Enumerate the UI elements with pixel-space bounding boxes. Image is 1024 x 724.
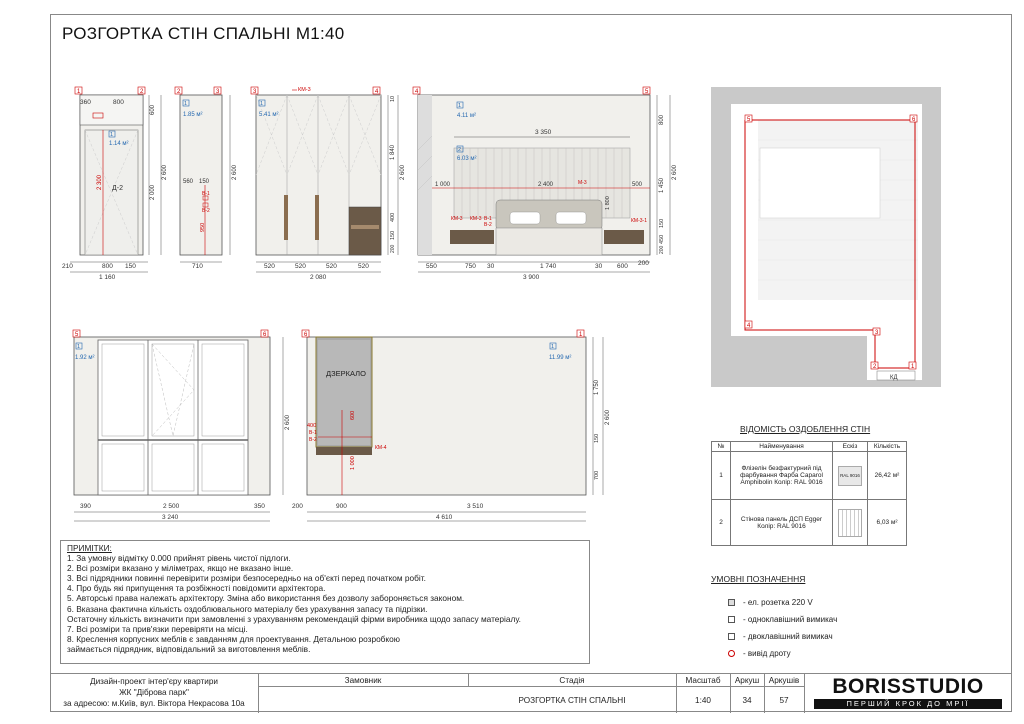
project-address: за адресою: м.Київ, вул. Віктора Некрасова 10а [63, 699, 245, 708]
legend-item [728, 632, 833, 641]
plan-door-label: КД [890, 375, 898, 381]
hr4-e6: 700 [594, 470, 600, 480]
note-line: 5. Авторські права належать архітектору. Зміна або використання без дозволу забороняється законом. [67, 593, 465, 604]
switch2-e2: В-2 [202, 208, 210, 214]
customer-label: Замовник [344, 676, 382, 685]
hr3-e6: 150 [594, 433, 600, 443]
dim-e5-b3: 350 [254, 503, 265, 510]
row-qty: 26,42 м² [868, 452, 907, 500]
scale-label: Масштаб [685, 676, 721, 685]
dim-e5-b2: 2 500 [163, 503, 180, 510]
area-e3: 5.41 м² [259, 112, 279, 118]
area1-e4: 4.11 м² [457, 113, 477, 119]
dim-e1-b3: 150 [125, 263, 136, 270]
row-qty: 6,03 м² [868, 500, 907, 546]
sheet-label: Аркуш [734, 676, 760, 685]
dim-mid-e4-2: 2 400 [538, 182, 554, 188]
legend-item [728, 649, 791, 658]
area-no-e6: 1 [551, 344, 555, 350]
b1-e4: В-1 [484, 216, 492, 222]
note-line: займається підрядник, відповідальний за виготовлення меблів. [67, 643, 311, 654]
hr3-e4: 2 600 [672, 164, 678, 180]
col-no: № [712, 442, 731, 452]
schedule-title: ВІДОМІСТЬ ОЗДОБЛЕННЯ СТІН [740, 424, 871, 434]
dim-e1-top-2: 800 [113, 99, 124, 106]
legend-label: - ел. розетка 220 V [743, 598, 813, 607]
dim-e3-b4: 520 [358, 263, 369, 270]
row-sketch [833, 500, 868, 546]
total-e1: 1 160 [99, 274, 116, 281]
area-no-e3: 1 [260, 101, 264, 107]
h4-e1: 2 300 [97, 174, 103, 190]
area-no-e2: 1 [184, 101, 188, 107]
plan-mark-1: 1 [911, 364, 915, 370]
mark-5b: 6 [263, 332, 267, 338]
note-line: 4. Про будь які припущення та розбіжності повідомити архітектора. [67, 583, 326, 594]
elevation-4 [413, 87, 678, 281]
total-e4: 3 900 [523, 274, 540, 281]
h-local-e6-2: 600 [350, 410, 356, 420]
floor-plan [711, 87, 941, 387]
dim-e4-b1: 550 [426, 263, 437, 270]
h-local-e6-3: 1 000 [350, 456, 356, 470]
km-e3: КМ-3 [298, 87, 311, 93]
socket-icon [728, 599, 735, 606]
total-e5: 3 240 [162, 514, 179, 521]
dim-e1-b1: 210 [62, 263, 73, 270]
note-line: 8. Креслення корпусних меблів є завданням для проектування. Детальною розробкою [67, 633, 400, 644]
project-complex: ЖК "Діброва парк" [119, 688, 189, 697]
mark-3b: 4 [375, 89, 379, 95]
h1-e3: 10 [390, 95, 396, 102]
row-sketch [833, 452, 868, 500]
legend-label: - вивід дроту [743, 649, 791, 658]
elevation-5 [73, 330, 291, 521]
note-line: 2. Всі розміри вказано у міліметрах, якщо не вказано інше. [67, 563, 294, 574]
area2-e4: 6.03 м² [457, 156, 477, 162]
mark-2a: 2 [177, 89, 181, 95]
single-switch-icon [728, 616, 735, 623]
wire-outlet-icon [728, 650, 735, 657]
studio-logo [806, 676, 1010, 709]
dim-e1-top-1: 360 [80, 99, 91, 106]
legend-title: УМОВНІ ПОЗНАЧЕННЯ [711, 574, 806, 584]
dim-e2-2: 150 [199, 179, 210, 185]
mark-4b: 5 [645, 89, 649, 95]
scale-value: 1:40 [695, 696, 711, 705]
panel-sketch-icon [838, 509, 862, 537]
h6-e3: 200 [390, 244, 396, 253]
notes-heading: ПРИМІТКИ: [67, 543, 112, 553]
mark-2b: 3 [216, 89, 220, 95]
plan-mark-5: 5 [747, 117, 751, 123]
note-line: 7. Всі розміри та прив'язки перевіряти на місці. [67, 623, 248, 634]
logo-name: BORISSTUDIO [832, 675, 984, 698]
dim-e2-1: 560 [183, 179, 194, 185]
sheets-total: 57 [779, 696, 789, 705]
row-no: 2 [712, 500, 731, 546]
switch-e2: В-1 [202, 191, 210, 197]
note-line: 6. Вказана фактична кількість оздоблювального матеріалу без урахування запасу та підрізки. [67, 603, 428, 614]
hr6-e4: 200 [659, 245, 665, 254]
sheet-name: РОЗГОРТКА СТІН СПАЛЬНІ [518, 696, 626, 705]
elevation-2 [175, 87, 238, 270]
dim-e4-b6: 600 [617, 263, 628, 270]
dim-e6-b3: 3 510 [467, 503, 484, 510]
door-label-e1: Д-2 [112, 185, 123, 192]
dim-e3-b1: 520 [264, 263, 275, 270]
label-e6-1: В-1 [309, 430, 317, 436]
h-e2: 950 [200, 222, 206, 232]
dim-e4-b5: 30 [595, 263, 603, 270]
logo-slogan: ПЕРШИЙ КРОК ДО МРІЇ [814, 699, 1002, 709]
area-e5: 1.92 м² [75, 355, 95, 361]
elevation-6 [292, 330, 611, 521]
km3-e4: КМ-3-1 [631, 218, 647, 224]
dim-e3-b2: 520 [295, 263, 306, 270]
mark-4a: 4 [415, 89, 419, 95]
sketch-swatch: RAL 9016 [838, 466, 862, 486]
mark-3a: 3 [253, 89, 257, 95]
h5-e3: 150 [390, 230, 396, 240]
h-local-e6-1: 400 [307, 423, 317, 429]
dim-e6-b2: 900 [336, 503, 347, 510]
hr5-e4: 450 [659, 234, 665, 244]
plan-mark-2: 2 [873, 364, 877, 370]
row-name: Стінова панель ДСП Egger Колір: RAL 9016 [731, 500, 833, 546]
elevation-3 [251, 87, 406, 281]
km1-e4: КМ-3 [451, 216, 463, 222]
area2-no-e4: 2 [458, 147, 462, 153]
mark-1a: 1 [77, 89, 81, 95]
sheet-title: РОЗГОРТКА СТІН СПАЛЬНІ М1:40 [62, 24, 345, 43]
h3-e1: 2 600 [162, 164, 168, 180]
legend-label: - двоклавішний вимикач [743, 632, 833, 641]
dim-e4-b7: 200 [638, 260, 649, 267]
area-e6: 11.99 м² [549, 355, 572, 361]
dim-e3-b3: 520 [326, 263, 337, 270]
h4-e3: 400 [390, 212, 396, 222]
stage-label: Стадія [559, 676, 585, 685]
h1-e1: 600 [150, 104, 156, 115]
legend-item [728, 615, 837, 624]
row-no: 1 [712, 452, 731, 500]
mirror-label: ДЗЕРКАЛО [326, 369, 366, 378]
sheets-label: Аркушів [768, 676, 800, 685]
area-no-e5: 1 [77, 344, 81, 350]
plan-mark-4: 4 [747, 323, 751, 329]
finish-schedule-table [711, 441, 907, 546]
hr2-e6: 2 600 [605, 409, 611, 425]
h3-e3: 2 600 [400, 164, 406, 180]
mark-6b: 1 [579, 332, 583, 338]
note-line: Остаточну кількість визначити при замовленні з урахуванням рекомендацій фірми виробника щодо запасу матеріалу. [67, 613, 521, 624]
plan-mark-6: 6 [912, 117, 916, 123]
dim-e4-b2: 750 [465, 263, 476, 270]
dim-e4-b3: 30 [487, 263, 495, 270]
row-name: Флізелін безфактурний під фарбування Фарба Caparol Amphibolin Колір: RAL 9016 [731, 452, 833, 500]
hr1-e4: 800 [659, 114, 665, 125]
mark-5a: 5 [75, 332, 79, 338]
km2-e4: КМ-3 [470, 216, 482, 222]
hr1-e6: 1 750 [594, 379, 600, 395]
panel-w-e4: 3 350 [535, 129, 552, 136]
htotal-e2: 2 600 [232, 164, 238, 180]
area-no-e1: 1 [110, 132, 114, 138]
km-e6: КМ-4 [375, 445, 387, 451]
area-e1: 1.14 м² [109, 141, 129, 147]
table-header-row [712, 442, 907, 452]
b2-e4: В-2 [484, 222, 492, 228]
dim-mid-e4-3: 500 [632, 182, 643, 188]
mark-6a: 6 [304, 332, 308, 338]
dim-e4-b4: 1 740 [540, 263, 557, 270]
note-line: 1. За умовну відмітку 0.000 прийнят рівень чистої підлоги. [67, 553, 291, 564]
sheet-number: 34 [742, 696, 752, 705]
project-name: Дизайн-проект інтер'єру квартири [90, 677, 218, 686]
elevation-1 [62, 87, 168, 281]
h2-e3: 1 840 [390, 144, 396, 160]
hr4-e4: 150 [659, 218, 665, 228]
label-e6-2: В-2 [309, 437, 317, 443]
table-row [712, 452, 907, 500]
notes-box [60, 540, 590, 664]
legend-label: - одноклавішний вимикач [743, 615, 838, 624]
total-e2: 710 [192, 263, 203, 270]
area1-no-e4: 1 [458, 103, 462, 109]
dim-e5-b1: 390 [80, 503, 91, 510]
plan-mark-3: 3 [875, 330, 879, 336]
dim-mid-e4-1: 1 000 [435, 182, 451, 188]
h2-e1: 2 000 [150, 184, 156, 200]
col-name: Найменування [731, 442, 833, 452]
note-line: 3. Всі підрядники повинні перевірити розміри безпосередньо на об'єкті перед початком робіт. [67, 573, 426, 584]
dim-e1-b2: 800 [102, 263, 113, 270]
h-e5: 2 600 [285, 414, 291, 430]
total-e6: 4 610 [436, 514, 453, 521]
double-switch-icon [728, 633, 735, 640]
table-row [712, 500, 907, 546]
hr2-e4: 1 450 [659, 177, 665, 193]
area-e2: 1.85 м² [183, 112, 203, 118]
m3-e4: М-3 [578, 180, 587, 186]
col-sketch: Ескіз [833, 442, 868, 452]
total-e3: 2 080 [310, 274, 327, 281]
legend-item [728, 598, 813, 607]
dim-e6-b1: 200 [292, 503, 303, 510]
col-qty: Кількість [868, 442, 907, 452]
mark-1b: 2 [140, 89, 144, 95]
hmid-e4: 1 800 [605, 196, 611, 210]
